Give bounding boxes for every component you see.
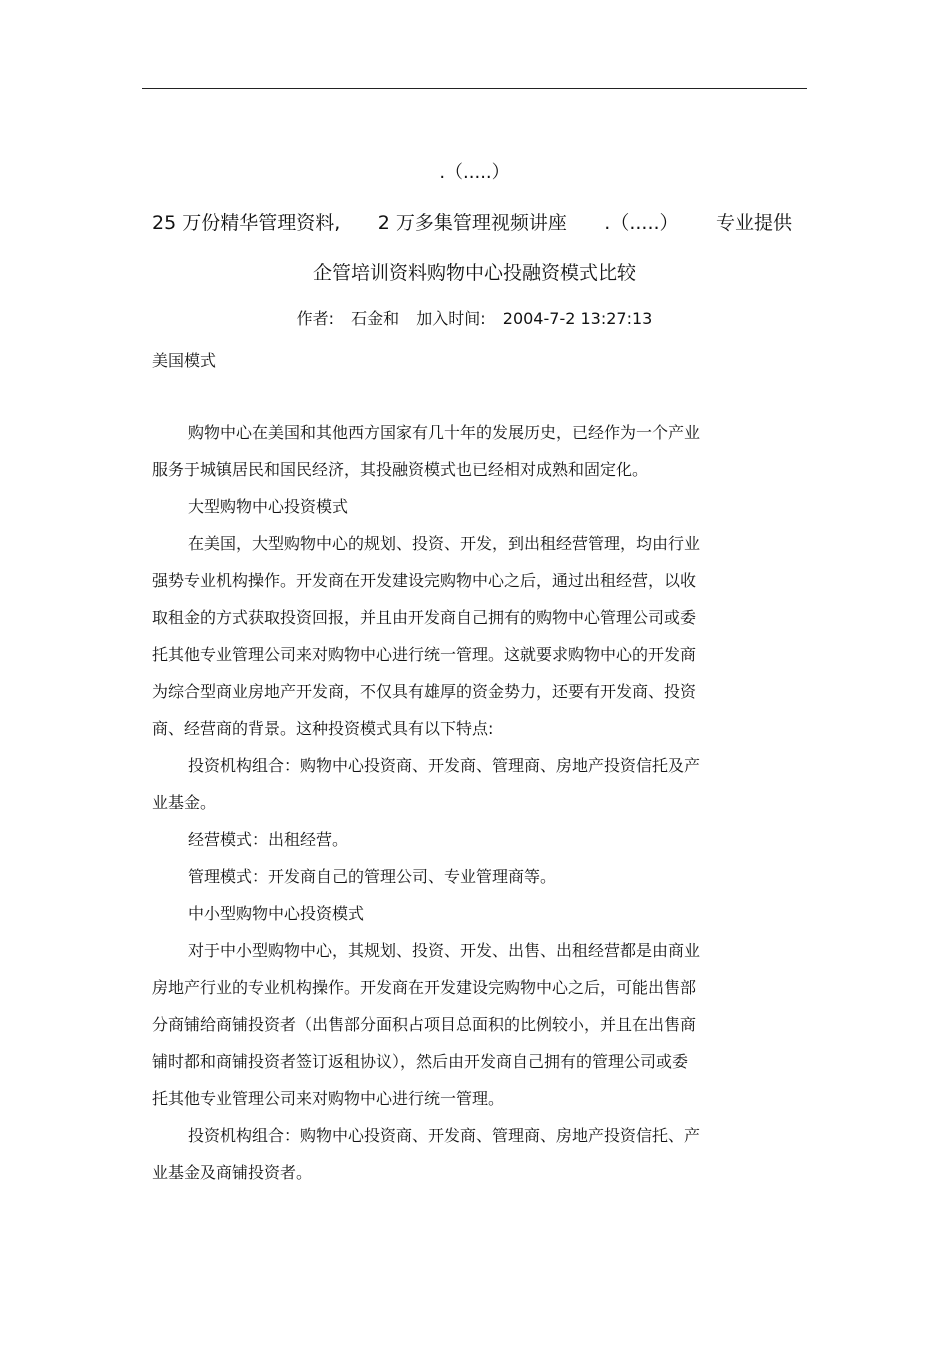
document-body — [152, 414, 764, 1191]
text-line: 业基金及商铺投资者。 — [152, 1163, 313, 1182]
header-rule — [142, 88, 807, 89]
text-line: 管理模式：开发商自己的管理公司、专业管理商等。 — [188, 867, 557, 886]
text-line: 在美国，大型购物中心的规划、投资、开发，到出租经营管理，均由行业 — [188, 534, 701, 553]
time-label: 加入时间: — [416, 309, 486, 328]
section-title: 美国模式 — [152, 351, 217, 370]
text-line: 业基金。 — [152, 793, 217, 812]
author-meta — [142, 306, 807, 329]
text-line: 投资机构组合：购物中心投资商、开发商、管理商、房地产投资信托及产 — [188, 756, 701, 775]
dots-line: .（.....） — [439, 162, 510, 183]
text-line: 房地产行业的专业机构操作。开发商在开发建设完购物中心之后，可能出售部 — [152, 978, 697, 997]
document-title: 企管培训资料购物中心投融资模式比较 — [312, 262, 636, 284]
text-line: 对于中小型购物中心，其规划、投资、开发、出售、出租经营都是由商业 — [188, 941, 701, 960]
promo-part-4: 专业提供 — [715, 212, 792, 234]
text-line: 取租金的方式获取投资回报，并且由开发商自己拥有的购物中心管理公司或委 — [152, 608, 697, 627]
text-line: 为综合型商业房地产开发商，不仅具有雄厚的资金势力，还要有开发商、投资 — [152, 682, 697, 701]
text-line: 服务于城镇居民和国民经济，其投融资模式也已经相对成熟和固定化。 — [152, 460, 649, 479]
promo-part-2: 2 万多集管理视频讲座 — [377, 212, 567, 234]
subheading: 大型购物中心投资模式 — [188, 497, 349, 516]
subheading: 中小型购物中心投资模式 — [188, 904, 365, 923]
promo-part-3: .（.....） — [604, 212, 679, 234]
author-name: 石金和 — [351, 309, 400, 328]
promo-part-1: 25 万份精华管理资料, — [152, 212, 341, 234]
author-label: 作者: — [296, 309, 335, 328]
text-line: 购物中心在美国和其他西方国家有几十年的发展历史，已经作为一个产业 — [188, 423, 701, 442]
text-line: 商、经营商的背景。这种投资模式具有以下特点: — [152, 719, 494, 738]
text-line: 投资机构组合：购物中心投资商、开发商、管理商、房地产投资信托、产 — [188, 1126, 701, 1145]
text-line: 铺时都和商铺投资者签订返租协议），然后由开发商自己拥有的管理公司或委 — [152, 1052, 689, 1071]
promo-line — [152, 208, 792, 235]
text-line: 分商铺给商铺投资者（出售部分面积占项目总面积的比例较小，并且在出售商 — [152, 1015, 697, 1034]
text-line: 托其他专业管理公司来对购物中心进行统一管理。这就要求购物中心的开发商 — [152, 645, 697, 664]
text-line: 托其他专业管理公司来对购物中心进行统一管理。 — [152, 1089, 505, 1108]
text-line: 强势专业机构操作。开发商在开发建设完购物中心之后，通过出租经营，以收 — [152, 571, 697, 590]
text-line: 经营模式：出租经营。 — [188, 830, 349, 849]
time-value: 2004-7-2 13:27:13 — [502, 309, 653, 328]
